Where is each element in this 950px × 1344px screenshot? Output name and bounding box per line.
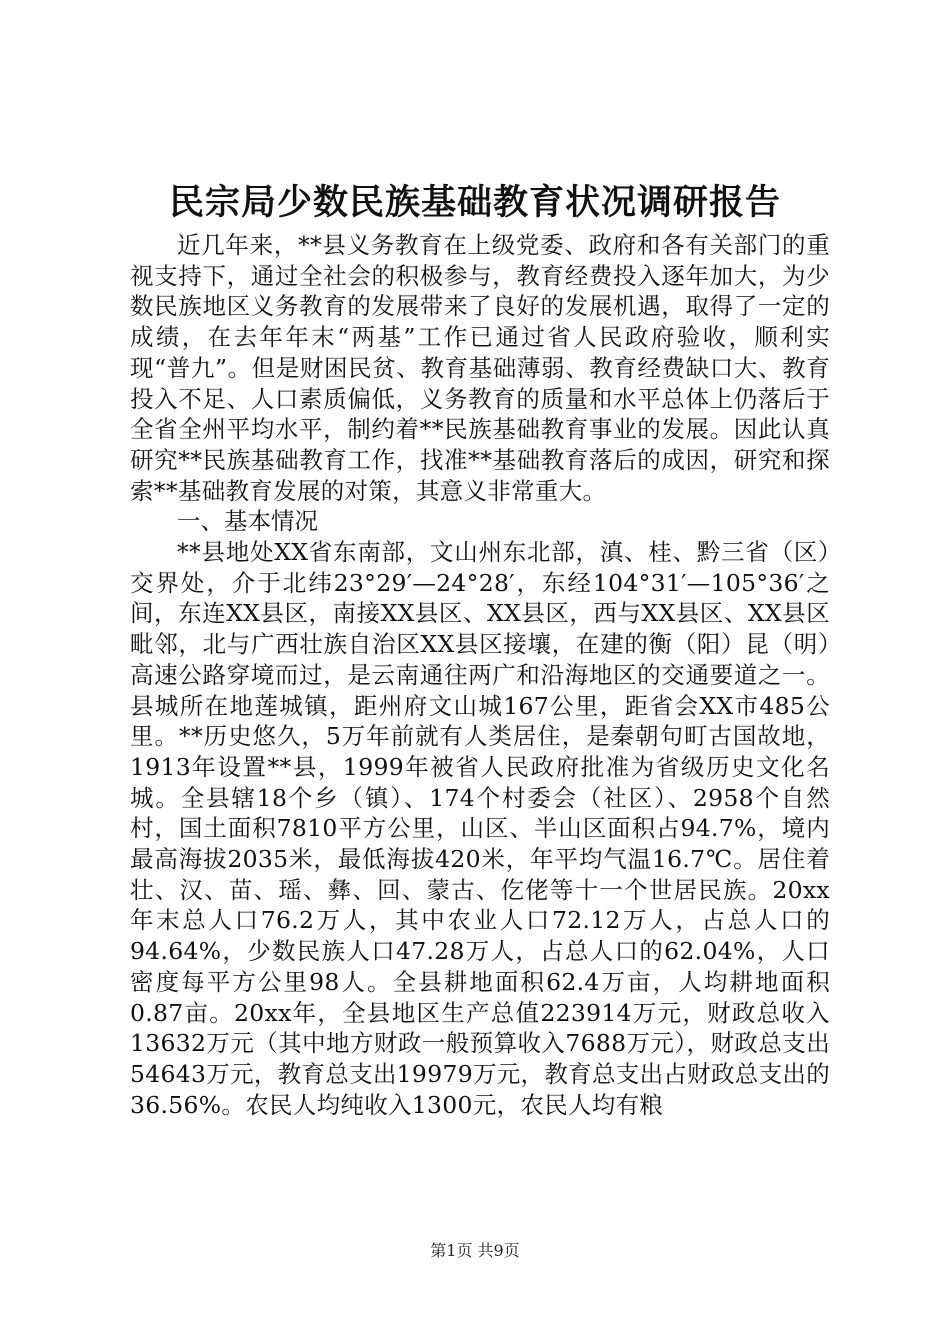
document-title: 民宗局少数民族基础教育状况调研报告 [168,182,781,223]
intro-paragraph: 近几年来，**县义务教育在上级党委、政府和各有关部门的重视支持下，通过全社会的积极参与，教育经费投入逐年加大，为少数民族地区义务教育的发展带来了良好的发展机遇，取得了一定的成绩，在去年年末“两基”工作已通过省人民政府验收，顺利实现“普九”。但是财困民贫、教育基础薄弱、教育经费缺口大、教育投入不足、人口素质偏低，义务教育的质量和水平总体上仍落后于全省全州平均水平，制约着**民族基础教育事业的发展。因此认真研究**民族基础教育工作，找准**基础教育落后的成因，研究和探索**基础教育发展的对策，其意义非常重大。 [130,231,830,505]
document-body [130,230,830,1120]
page-number-footer: 第1页 共9页 [430,1241,520,1260]
section-paragraph: **县地处XX省东南部，文山州东北部，滇、桂、黔三省（区）交界处，介于北纬23°29′—24°28′，东经104°31′—105°36′之间，东连XX县区，南接XX县区、XX县区，西与XX县区、XX县区毗邻，北与广西壮族自治区XX县区接壤，在建的衡（阳）昆（明）高速公路穿境而过，是云南通往两广和沿海地区的交通要道之一。县城所在地莲城镇，距州府文山城167公里，距省会XX市485公里。**历史悠久，5万年前就有人类居住，是秦朝句町古国故地，1913年设置**县，1999年被省人民政府批准为省级历史文化名城。全县辖18个乡（镇）、174个村委会（社区）、2958个自然村，国土面积7810平方公里，山区、半山区面积占94.7%，境内最高海拔2035米，最低海拔420米，年平均气温16.7℃。居住着壮、汉、苗、瑶、彝、回、蒙古、仡佬等十一个世居民族。20xx年末总人口76.2万人，其中农业人口72.12万人，占总人口的94.64%，少数民族人口47.28万人，占总人口的62.04%，人口密度每平方公里98人。全县耕地面积62.4万亩，人均耕地面积0.87亩。20xx年，全县地区生产总值223914万元，财政总收入13632万元（其中地方财政一般预算收入7688万元），财政总支出54643万元，教育总支出19979万元，教育总支出占财政总支出的36.56%。农民人均纯收入1300元，农民人均有粮 [130,538,830,1119]
section-heading: 一、基本情况 [177,507,318,536]
